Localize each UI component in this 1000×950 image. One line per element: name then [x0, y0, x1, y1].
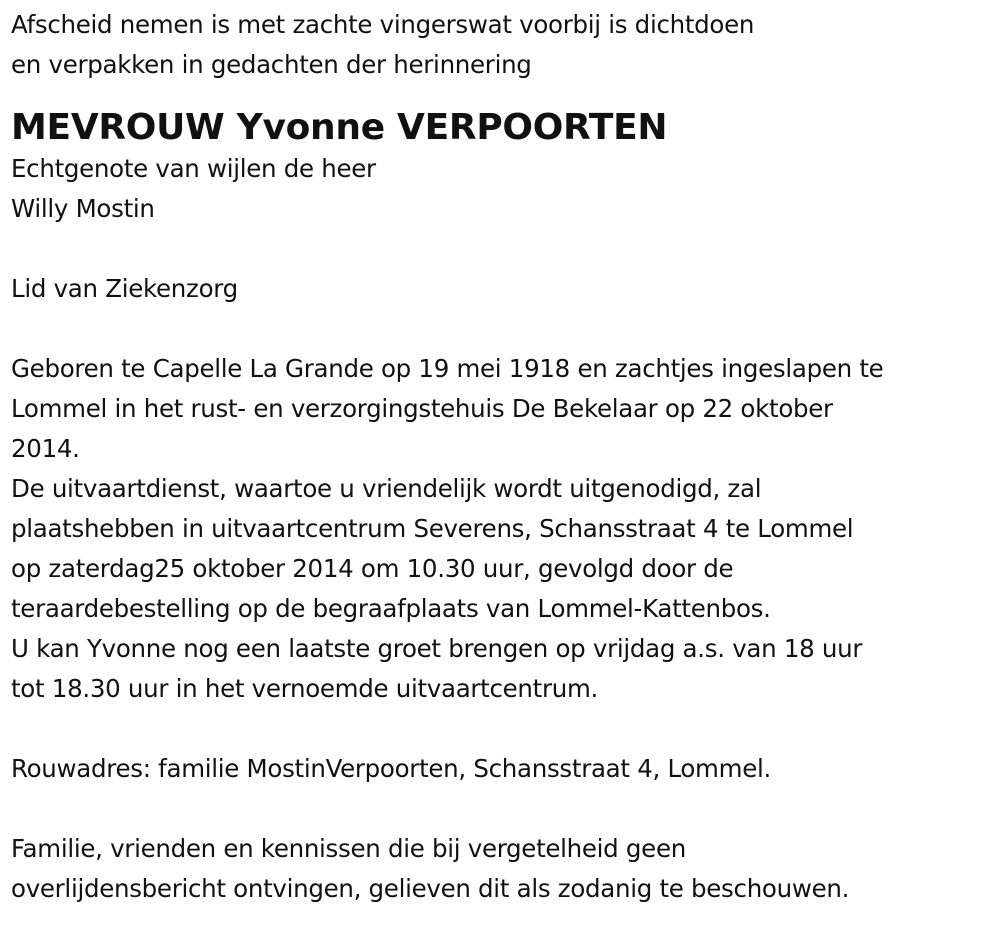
closing-note: [11, 829, 986, 909]
obituary-notice: [11, 5, 986, 909]
motto-line-2: en verpakken in gedachten der herinnering: [11, 50, 532, 79]
details-line: De uitvaartdienst, waartoe u vriendelijk wordt uitgenodigd, zal: [11, 474, 762, 503]
closing-line-1: Familie, vrienden en kennissen die bij vergetelheid geen: [11, 834, 686, 863]
closing-line-2: overlijdensbericht ontvingen, gelieven dit als zodanig te beschouwen.: [11, 874, 850, 903]
details-line: plaatshebben in uitvaartcentrum Severens, Schansstraat 4 te Lommel: [11, 514, 854, 543]
details-line: U kan Yvonne nog een laatste groet brengen op vrijdag a.s. van 18 uur: [11, 634, 863, 663]
membership: Lid van Ziekenzorg: [11, 274, 238, 303]
spouse-line-2: Willy Mostin: [11, 194, 155, 223]
details-line: Geboren te Capelle La Grande op 19 mei 1918 en zachtjes ingeslapen te: [11, 354, 884, 383]
deceased-name: MEVROUW Yvonne VERPOORTEN: [11, 107, 668, 148]
details-line: 2014.: [11, 434, 80, 463]
spouse-line-1: Echtgenote van wijlen de heer: [11, 154, 376, 183]
mourning-address: Rouwadres: familie MostinVerpoorten, Schansstraat 4, Lommel.: [11, 754, 771, 783]
motto-line-1: Afscheid nemen is met zachte vingerswat voorbij is dichtdoen: [11, 10, 755, 39]
details-line: op zaterdag25 oktober 2014 om 10.30 uur, gevolgd door de: [11, 554, 734, 583]
funeral-details: [11, 349, 986, 709]
details-line: tot 18.30 uur in het vernoemde uitvaartcentrum.: [11, 674, 599, 703]
motto: [11, 5, 986, 85]
spouse-info: [11, 149, 986, 229]
details-line: teraardebestelling op de begraafplaats van Lommel-Kattenbos.: [11, 594, 771, 623]
details-line: Lommel in het rust- en verzorgingstehuis De Bekelaar op 22 oktober: [11, 394, 833, 423]
